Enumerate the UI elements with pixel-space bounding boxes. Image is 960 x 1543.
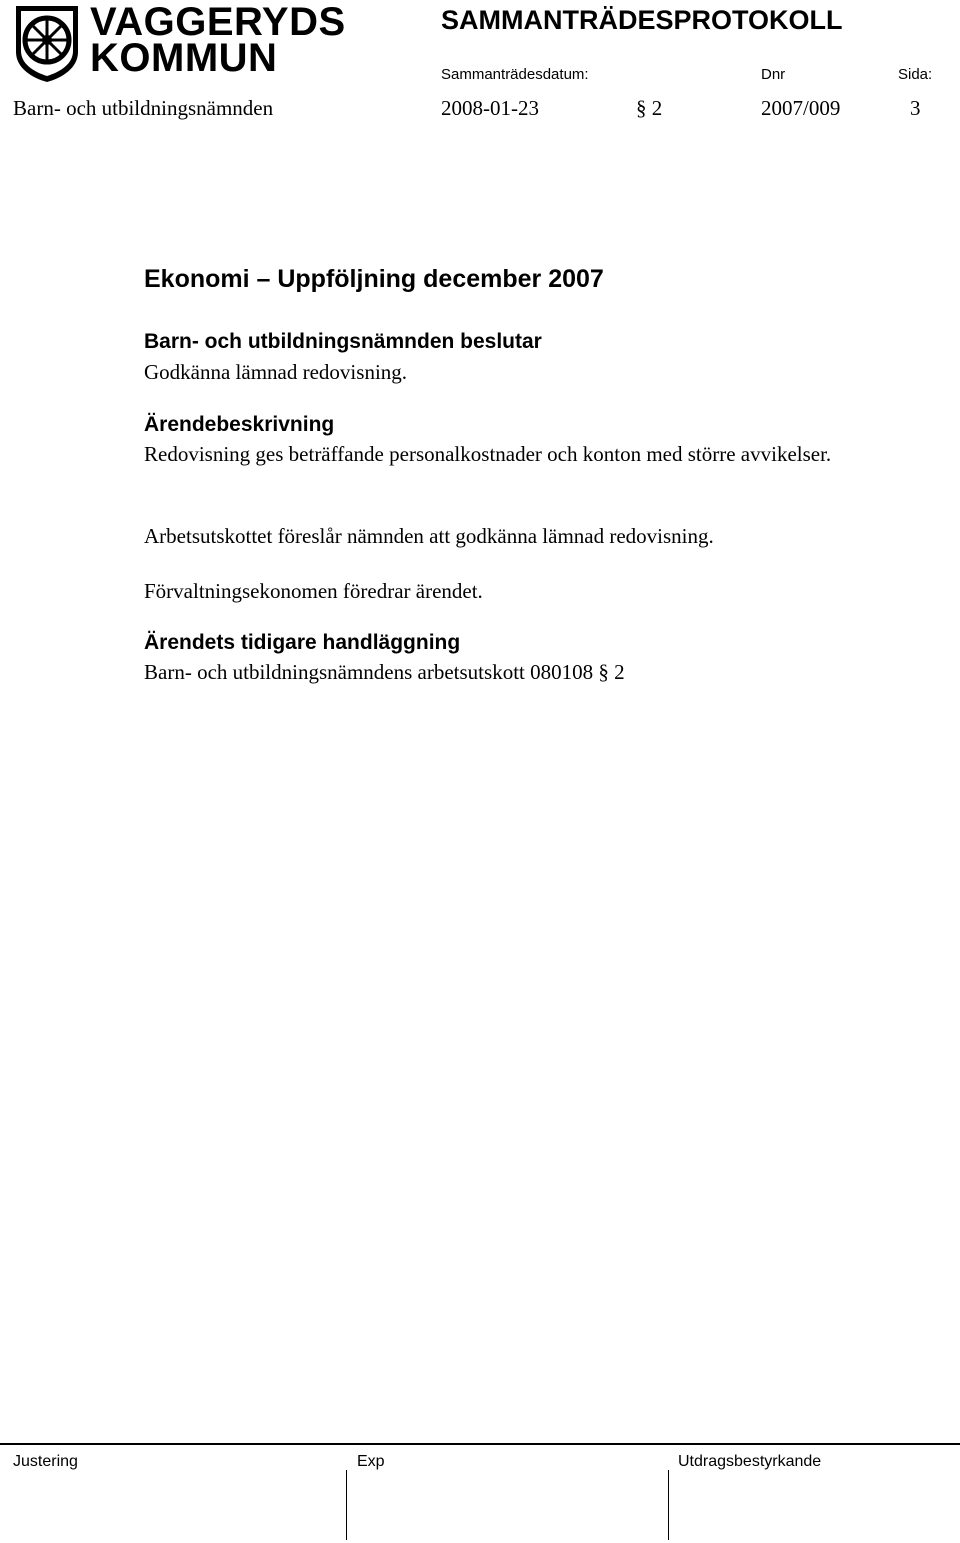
section-symbol: § xyxy=(636,96,647,120)
history-heading: Ärendets tidigare handläggning xyxy=(144,631,461,654)
description-paragraph-3: Förvaltningsekonomen föredrar ärendet. xyxy=(144,579,483,603)
meeting-date-label: Sammanträdesdatum: xyxy=(441,66,589,83)
wheel-crest-icon xyxy=(12,2,82,82)
committee-name: Barn- och utbildningsnämnden xyxy=(13,96,274,120)
description-paragraph-1: Redovisning ges beträffande personalkostnader och konton med större avvikelser. xyxy=(144,442,832,466)
dnr-label: Dnr xyxy=(761,66,786,83)
document-type: SAMMANTRÄDESPROTOKOLL xyxy=(441,5,843,35)
page-title: Ekonomi – Uppföljning december 2007 xyxy=(144,265,604,293)
municipality-logo xyxy=(12,0,346,82)
footer-signature-divider-2 xyxy=(668,1470,669,1540)
footer-utdrag-label: Utdragsbestyrkande xyxy=(678,1453,822,1470)
page-label: Sida: xyxy=(898,66,933,83)
page-number: 3 xyxy=(910,96,921,120)
decision-text: Godkänna lämnad redovisning. xyxy=(144,360,408,384)
history-section-number: 2 xyxy=(614,660,625,684)
meeting-date: 2008-01-23 xyxy=(441,96,539,120)
logo-text-line1: VAGGERYDS xyxy=(90,0,346,44)
section-number xyxy=(636,96,662,121)
footer-justering-label: Justering xyxy=(13,1453,78,1470)
decision-heading: Barn- och utbildningsnämnden beslutar xyxy=(144,330,542,353)
description-heading: Ärendebeskrivning xyxy=(144,413,335,436)
footer-exp-label: Exp xyxy=(357,1453,385,1470)
history-reference: Barn- och utbildningsnämndens arbetsutskott 080108 xyxy=(144,660,594,684)
history-section-symbol: § xyxy=(598,660,609,684)
description-paragraph-2: Arbetsutskottet föreslår nämnden att godkänna lämnad redovisning. xyxy=(144,524,714,548)
dnr-value: 2007/009 xyxy=(761,96,841,120)
history-text xyxy=(144,658,625,686)
footer-divider xyxy=(0,1443,960,1445)
footer-signature-divider-1 xyxy=(346,1470,347,1540)
logo-text-line2: KOMMUN xyxy=(90,36,278,80)
section-number-value: 2 xyxy=(651,96,663,120)
